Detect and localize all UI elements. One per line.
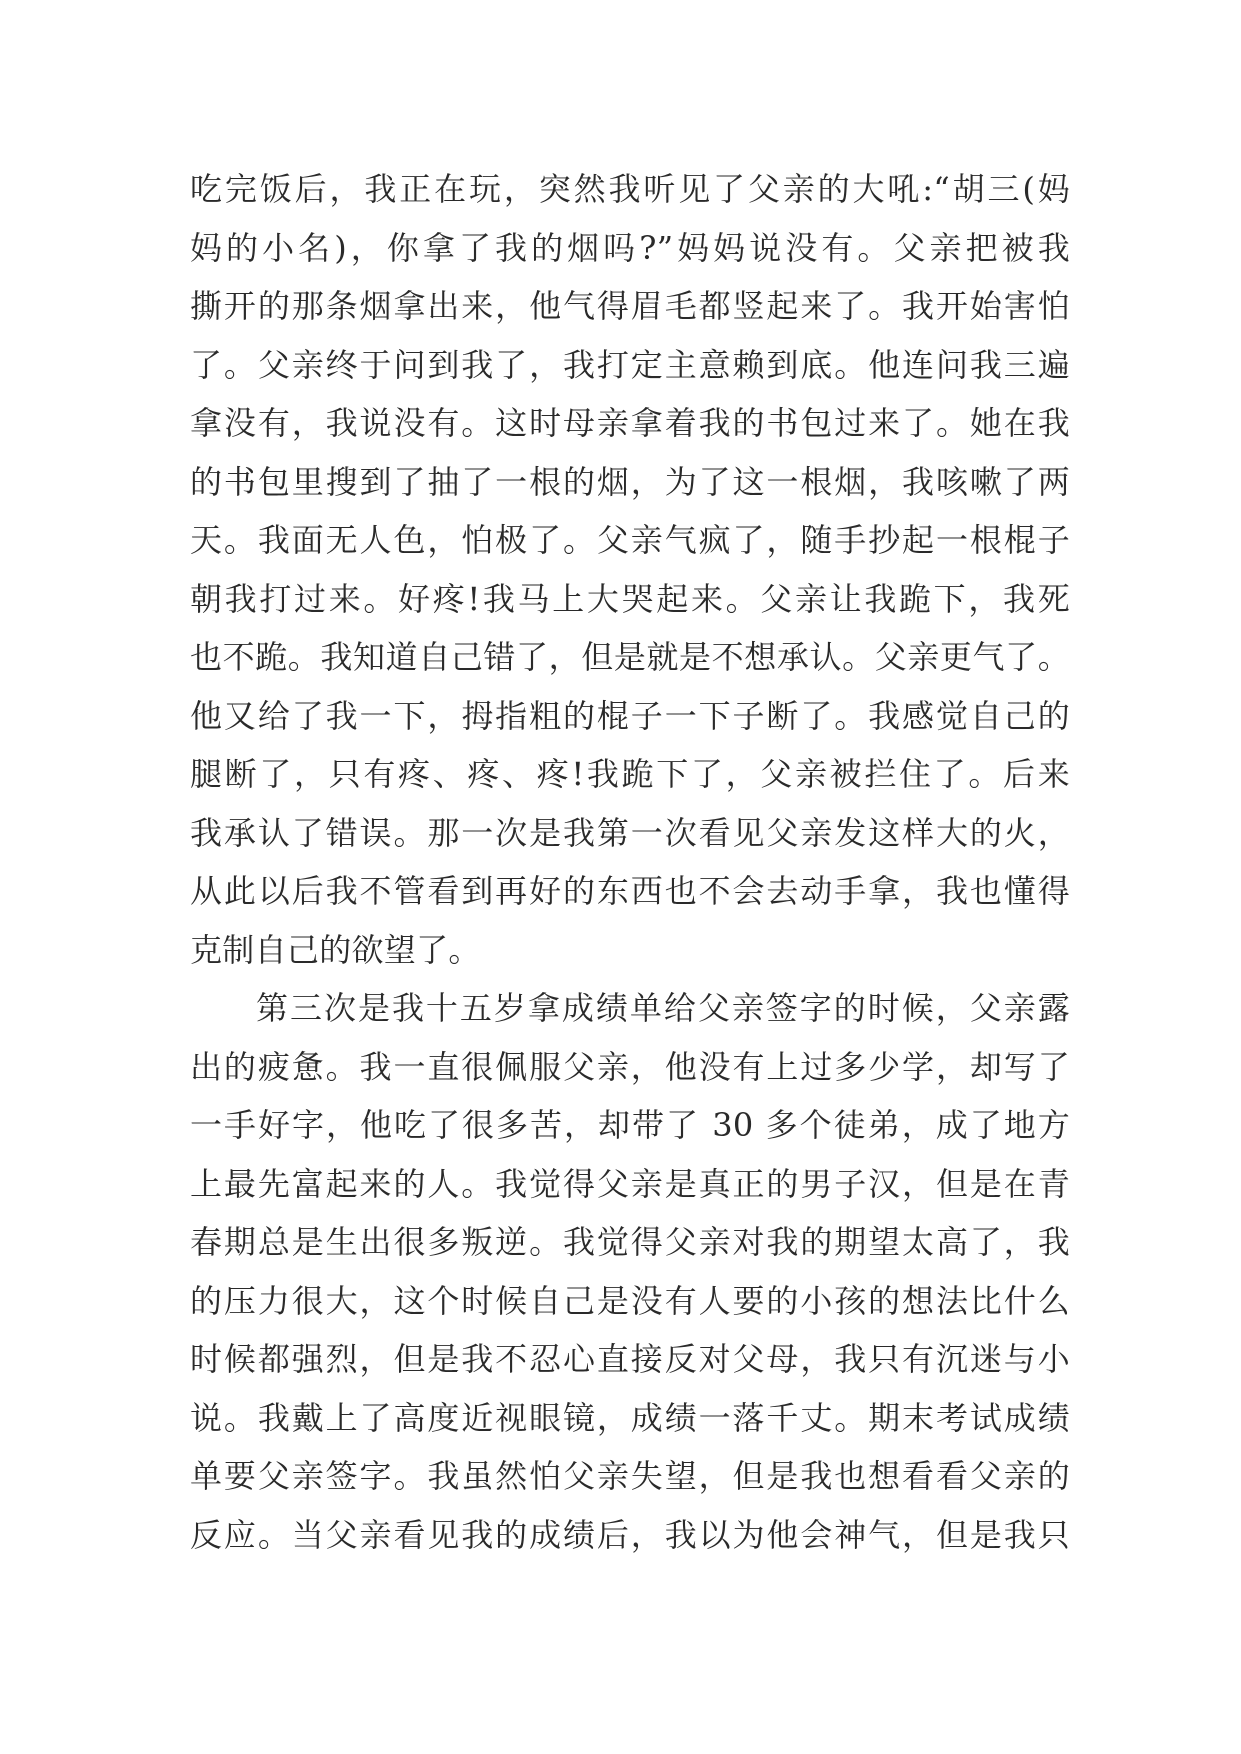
text-line: 吃完饭后，我正在玩，突然我听见了父亲的大吼:“胡三(妈 [190, 170, 1070, 208]
text-line: 从此以后我不管看到再好的东西也不会去动手拿，我也懂得 [190, 872, 1070, 910]
text-line: 出的疲惫。我一直很佩服父亲，他没有上过多少学，却写了 [190, 1047, 1070, 1086]
text-line: 妈的小名)，你拿了我的烟吗?”妈妈说没有。父亲把被我 [190, 228, 1070, 267]
text-line: 他又给了我一下，拇指粗的棍子一下子断了。我感觉自己的 [190, 696, 1070, 735]
paragraph-2 [190, 979, 1070, 1564]
text-line: 的书包里搜到了抽了一根的烟，为了这一根烟，我咳嗽了两 [190, 462, 1070, 501]
text-line: 第三次是我十五岁拿成绩单给父亲签字的时候，父亲露 [256, 989, 1070, 1027]
text-line: 说。我戴上了高度近视眼镜，成绩一落千丈。期末考试成绩 [190, 1398, 1070, 1437]
text-line: 克制自己的欲望了。 [190, 930, 481, 969]
text-line: 了。父亲终于问到我了，我打定主意赖到底。他连问我三遍 [190, 345, 1070, 384]
text-line: 天。我面无人色，怕极了。父亲气疯了，随手抄起一根棍子 [190, 521, 1070, 559]
text-line: 时候都强烈，但是我不忍心直接反对父母，我只有沉迷与小 [190, 1340, 1070, 1378]
text-line: 撕开的那条烟拿出来，他气得眉毛都竖起来了。我开始害怕 [190, 287, 1070, 325]
body-text [190, 160, 1070, 1564]
text-line: 单要父亲签字。我虽然怕父亲失望，但是我也想看看父亲的 [190, 1457, 1070, 1495]
text-line: 我承认了错误。那一次是我第一次看见父亲发这样大的火， [190, 813, 1070, 852]
text-line: 腿断了，只有疼、疼、疼!我跪下了，父亲被拦住了。后来 [190, 755, 1070, 793]
text-line: 反应。当父亲看见我的成绩后，我以为他会神气，但是我只 [190, 1515, 1070, 1554]
paragraph-1 [190, 160, 1070, 979]
text-line: 上最先富起来的人。我觉得父亲是真正的男子汉，但是在青 [190, 1164, 1070, 1203]
text-line: 也不跪。我知道自己错了，但是就是不想承认。父亲更气了。 [190, 638, 1070, 676]
text-line: 朝我打过来。好疼!我马上大哭起来。父亲让我跪下，我死 [190, 579, 1070, 618]
text-line: 一手好字，他吃了很多苦，却带了 30 多个徒弟，成了地方 [190, 1106, 1070, 1144]
text-line: 春期总是生出很多叛逆。我觉得父亲对我的期望太高了，我 [190, 1223, 1070, 1261]
text-line: 的压力很大，这个时候自己是没有人要的小孩的想法比什么 [190, 1281, 1070, 1320]
text-line: 拿没有，我说没有。这时母亲拿着我的书包过来了。她在我 [190, 404, 1070, 442]
